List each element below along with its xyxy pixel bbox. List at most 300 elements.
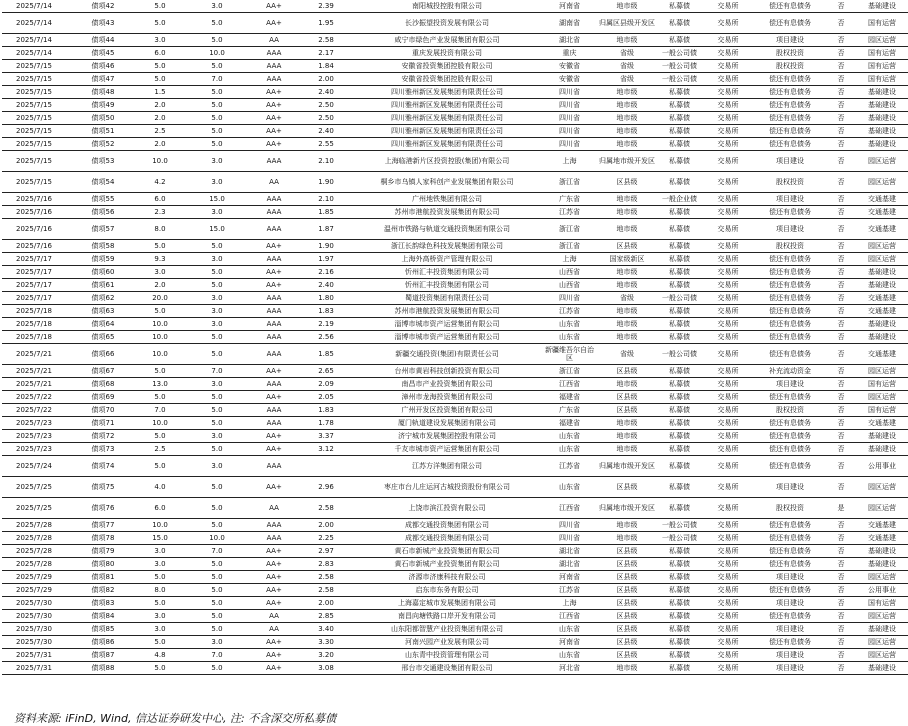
cell-industry: 基础建设 (856, 0, 908, 13)
cell-industry: 交通基建 (856, 532, 908, 545)
cell-bond-name: 债项69 (72, 391, 134, 404)
cell-industry: 基础建设 (856, 662, 908, 675)
cell-fund-use: 偿还有息债务 (754, 13, 826, 34)
cell-flag: 否 (826, 206, 856, 219)
cell-issuer: 广州地铁集团有限公司 (352, 193, 542, 206)
cell-market: 交易所 (702, 279, 754, 292)
cell-bond-name: 债项60 (72, 266, 134, 279)
cell-issue-date: 2025/7/14 (2, 0, 72, 13)
cell-issue-amount: 4.0 (134, 477, 186, 498)
cell-province: 山东省 (542, 623, 597, 636)
cell-bond-type: 私募债 (657, 206, 702, 219)
cell-fund-use: 偿还有息债务 (754, 417, 826, 430)
cell-rating: AA (248, 172, 300, 193)
cell-market: 交易所 (702, 662, 754, 675)
cell-fund-use: 偿还有息债务 (754, 519, 826, 532)
cell-fund-use: 股权投资 (754, 498, 826, 519)
cell-admin-level: 区县级 (597, 172, 657, 193)
cell-issue-amount: 20.0 (134, 292, 186, 305)
cell-bond-name: 债项54 (72, 172, 134, 193)
cell-rating: AA+ (248, 13, 300, 34)
cell-issue-date: 2025/7/15 (2, 86, 72, 99)
cell-flag: 否 (826, 365, 856, 378)
cell-market: 交易所 (702, 344, 754, 365)
cell-issue-date: 2025/7/23 (2, 443, 72, 456)
cell-issue-date: 2025/7/21 (2, 344, 72, 365)
cell-fund-use: 项目建设 (754, 151, 826, 172)
cell-bond-type: 私募债 (657, 318, 702, 331)
cell-province: 福建省 (542, 391, 597, 404)
cell-flag: 否 (826, 477, 856, 498)
cell-admin-level: 地市级 (597, 219, 657, 240)
cell-fund-use: 偿还有息债务 (754, 73, 826, 86)
cell-industry: 园区运营 (856, 151, 908, 172)
cell-term: 3.0 (186, 292, 248, 305)
cell-admin-level: 归属地市级开发区 (597, 151, 657, 172)
cell-bond-name: 债项49 (72, 99, 134, 112)
cell-flag: 否 (826, 73, 856, 86)
cell-coupon-rate: 1.83 (300, 305, 352, 318)
cell-bond-name: 债项57 (72, 219, 134, 240)
cell-market: 交易所 (702, 443, 754, 456)
cell-issuer: 四川雅州新区发展集团有限责任公司 (352, 138, 542, 151)
cell-fund-use: 项目建设 (754, 193, 826, 206)
cell-issue-date: 2025/7/28 (2, 545, 72, 558)
cell-market: 交易所 (702, 266, 754, 279)
cell-term: 7.0 (186, 365, 248, 378)
cell-province: 山西省 (542, 279, 597, 292)
table-row (2, 125, 908, 138)
cell-term: 5.0 (186, 417, 248, 430)
cell-flag: 否 (826, 60, 856, 73)
cell-issuer: 桐乡市乌镇人家科创产业发展集团有限公司 (352, 172, 542, 193)
cell-bond-name: 债项70 (72, 404, 134, 417)
cell-rating: AAA (248, 456, 300, 477)
cell-industry: 基础建设 (856, 443, 908, 456)
cell-coupon-rate: 2.85 (300, 610, 352, 623)
cell-rating: AA+ (248, 545, 300, 558)
cell-term: 5.0 (186, 86, 248, 99)
table-row (2, 331, 908, 344)
cell-rating: AA (248, 610, 300, 623)
cell-term: 3.0 (186, 456, 248, 477)
cell-issue-date: 2025/7/28 (2, 532, 72, 545)
cell-province: 安徽省 (542, 73, 597, 86)
cell-admin-level: 区县级 (597, 391, 657, 404)
cell-industry: 基础建设 (856, 138, 908, 151)
cell-coupon-rate: 1.90 (300, 172, 352, 193)
cell-issuer: 江苏方洋集团有限公司 (352, 456, 542, 477)
cell-issuer: 漳州市龙海投资集团有限公司 (352, 391, 542, 404)
cell-rating: AA+ (248, 584, 300, 597)
table-row (2, 219, 908, 240)
cell-admin-level: 地市级 (597, 99, 657, 112)
cell-term: 5.0 (186, 443, 248, 456)
cell-industry: 园区运营 (856, 649, 908, 662)
cell-issue-amount: 10.0 (134, 519, 186, 532)
cell-issue-amount: 2.0 (134, 138, 186, 151)
cell-issuer: 广州开发区投资集团有限公司 (352, 404, 542, 417)
cell-rating: AA+ (248, 0, 300, 13)
cell-bond-name: 债项43 (72, 13, 134, 34)
cell-rating: AAA (248, 532, 300, 545)
cell-fund-use: 项目建设 (754, 477, 826, 498)
cell-coupon-rate: 2.40 (300, 279, 352, 292)
cell-issuer: 黄石市新城产业投资集团有限公司 (352, 558, 542, 571)
cell-fund-use: 偿还有息债务 (754, 443, 826, 456)
cell-coupon-rate: 2.56 (300, 331, 352, 344)
cell-admin-level: 地市级 (597, 138, 657, 151)
cell-flag: 否 (826, 545, 856, 558)
table-row (2, 73, 908, 86)
cell-coupon-rate: 2.19 (300, 318, 352, 331)
cell-issuer: 成都交通投资集团有限公司 (352, 519, 542, 532)
cell-issue-date: 2025/7/15 (2, 125, 72, 138)
cell-issue-amount: 10.0 (134, 331, 186, 344)
cell-admin-level: 区县级 (597, 610, 657, 623)
cell-issuer: 济宁城市发展集团控股有限公司 (352, 430, 542, 443)
cell-bond-name: 债项86 (72, 636, 134, 649)
cell-issue-amount: 5.0 (134, 305, 186, 318)
cell-admin-level: 地市级 (597, 206, 657, 219)
cell-rating: AA+ (248, 112, 300, 125)
cell-issue-amount: 2.0 (134, 279, 186, 292)
cell-bond-type: 私募债 (657, 279, 702, 292)
table-row (2, 138, 908, 151)
cell-issue-amount: 5.0 (134, 73, 186, 86)
cell-admin-level: 区县级 (597, 477, 657, 498)
cell-rating: AA+ (248, 125, 300, 138)
cell-issue-amount: 8.0 (134, 219, 186, 240)
cell-issuer: 山东青中投资管理有限公司 (352, 649, 542, 662)
cell-province: 湖北省 (542, 34, 597, 47)
cell-term: 5.0 (186, 99, 248, 112)
cell-issue-amount: 5.0 (134, 13, 186, 34)
cell-fund-use: 项目建设 (754, 571, 826, 584)
cell-industry: 园区运营 (856, 391, 908, 404)
cell-market: 交易所 (702, 391, 754, 404)
cell-issue-amount: 3.0 (134, 558, 186, 571)
cell-term: 3.0 (186, 378, 248, 391)
cell-industry: 园区运营 (856, 498, 908, 519)
table-row (2, 112, 908, 125)
cell-issue-amount: 3.0 (134, 266, 186, 279)
cell-term: 7.0 (186, 545, 248, 558)
cell-term: 5.0 (186, 498, 248, 519)
cell-issuer: 台州市黄岩科技创新投资有限公司 (352, 365, 542, 378)
cell-coupon-rate: 3.20 (300, 649, 352, 662)
cell-issue-date: 2025/7/15 (2, 99, 72, 112)
cell-bond-type: 私募债 (657, 331, 702, 344)
cell-issuer: 安徽省投资集团控股有限公司 (352, 60, 542, 73)
cell-province: 浙江省 (542, 219, 597, 240)
cell-admin-level: 区县级 (597, 597, 657, 610)
table-row (2, 404, 908, 417)
cell-rating: AAA (248, 519, 300, 532)
cell-term: 5.0 (186, 13, 248, 34)
cell-term: 3.0 (186, 305, 248, 318)
cell-issue-amount: 5.0 (134, 391, 186, 404)
cell-industry: 园区运营 (856, 253, 908, 266)
cell-industry: 交通基建 (856, 344, 908, 365)
cell-bond-type: 一般公司债 (657, 344, 702, 365)
table-row (2, 571, 908, 584)
cell-issuer: 上海外高桥资产管理有限公司 (352, 253, 542, 266)
cell-industry: 交通基建 (856, 305, 908, 318)
cell-bond-type: 私募债 (657, 151, 702, 172)
cell-bond-type: 私募债 (657, 138, 702, 151)
cell-industry: 基础建设 (856, 318, 908, 331)
cell-industry: 国有运营 (856, 378, 908, 391)
cell-coupon-rate: 2.00 (300, 519, 352, 532)
cell-market: 交易所 (702, 86, 754, 99)
cell-flag: 否 (826, 456, 856, 477)
cell-fund-use: 股权投资 (754, 404, 826, 417)
cell-bond-name: 债项83 (72, 597, 134, 610)
cell-flag: 否 (826, 391, 856, 404)
cell-issue-date: 2025/7/17 (2, 292, 72, 305)
cell-issue-amount: 10.0 (134, 318, 186, 331)
cell-term: 7.0 (186, 649, 248, 662)
cell-bond-type: 一般公司债 (657, 60, 702, 73)
cell-market: 交易所 (702, 60, 754, 73)
cell-bond-name: 债项50 (72, 112, 134, 125)
cell-issue-amount: 5.0 (134, 456, 186, 477)
cell-coupon-rate: 3.08 (300, 662, 352, 675)
cell-issue-date: 2025/7/31 (2, 662, 72, 675)
cell-market: 交易所 (702, 172, 754, 193)
cell-bond-type: 私募债 (657, 86, 702, 99)
cell-coupon-rate: 2.00 (300, 73, 352, 86)
cell-bond-type: 一般公司债 (657, 532, 702, 545)
cell-admin-level: 地市级 (597, 86, 657, 99)
cell-province: 广东省 (542, 404, 597, 417)
table-row (2, 206, 908, 219)
cell-rating: AA+ (248, 391, 300, 404)
cell-issuer: 安徽省投资集团控股有限公司 (352, 73, 542, 86)
table-row (2, 151, 908, 172)
cell-coupon-rate: 2.09 (300, 378, 352, 391)
table-row (2, 378, 908, 391)
cell-flag: 否 (826, 344, 856, 365)
cell-bond-type: 私募债 (657, 477, 702, 498)
cell-province: 浙江省 (542, 172, 597, 193)
cell-issue-amount: 10.0 (134, 417, 186, 430)
cell-coupon-rate: 1.85 (300, 344, 352, 365)
cell-fund-use: 股权投资 (754, 47, 826, 60)
cell-admin-level: 地市级 (597, 34, 657, 47)
cell-flag: 否 (826, 649, 856, 662)
cell-fund-use: 补充流动资金 (754, 365, 826, 378)
cell-rating: AA+ (248, 430, 300, 443)
cell-fund-use: 项目建设 (754, 378, 826, 391)
cell-flag: 否 (826, 279, 856, 292)
table-row (2, 305, 908, 318)
cell-flag: 否 (826, 86, 856, 99)
cell-issue-date: 2025/7/29 (2, 584, 72, 597)
cell-issue-amount: 15.0 (134, 532, 186, 545)
cell-bond-type: 私募债 (657, 112, 702, 125)
cell-industry: 基础建设 (856, 623, 908, 636)
cell-fund-use: 偿还有息债务 (754, 610, 826, 623)
cell-flag: 否 (826, 138, 856, 151)
cell-flag: 否 (826, 47, 856, 60)
cell-province: 福建省 (542, 417, 597, 430)
cell-industry: 交通基建 (856, 519, 908, 532)
cell-term: 5.0 (186, 240, 248, 253)
cell-flag: 否 (826, 193, 856, 206)
cell-industry: 基础建设 (856, 86, 908, 99)
cell-flag: 否 (826, 623, 856, 636)
cell-term: 5.0 (186, 571, 248, 584)
cell-issuer: 忻州汇丰投资集团有限公司 (352, 279, 542, 292)
cell-issue-date: 2025/7/30 (2, 636, 72, 649)
cell-issuer: 启东市东务有限公司 (352, 584, 542, 597)
cell-flag: 否 (826, 610, 856, 623)
cell-coupon-rate: 2.16 (300, 266, 352, 279)
cell-bond-type: 私募债 (657, 597, 702, 610)
cell-issue-date: 2025/7/15 (2, 172, 72, 193)
cell-bond-name: 债项48 (72, 86, 134, 99)
cell-issue-amount: 8.0 (134, 584, 186, 597)
cell-issue-date: 2025/7/14 (2, 47, 72, 60)
cell-issue-date: 2025/7/15 (2, 60, 72, 73)
cell-industry: 园区运营 (856, 240, 908, 253)
cell-province: 山东省 (542, 430, 597, 443)
cell-bond-name: 债项88 (72, 662, 134, 675)
cell-province: 上海 (542, 597, 597, 610)
cell-province: 四川省 (542, 292, 597, 305)
cell-issue-date: 2025/7/23 (2, 417, 72, 430)
cell-admin-level: 地市级 (597, 305, 657, 318)
cell-admin-level: 区县级 (597, 636, 657, 649)
cell-issuer: 新疆交通投资(集团)有限责任公司 (352, 344, 542, 365)
cell-issue-amount: 3.0 (134, 623, 186, 636)
cell-market: 交易所 (702, 206, 754, 219)
cell-rating: AA+ (248, 138, 300, 151)
cell-fund-use: 项目建设 (754, 219, 826, 240)
cell-province: 浙江省 (542, 240, 597, 253)
cell-issue-date: 2025/7/22 (2, 391, 72, 404)
cell-term: 5.0 (186, 391, 248, 404)
cell-industry: 基础建设 (856, 331, 908, 344)
cell-bond-name: 债项71 (72, 417, 134, 430)
cell-market: 交易所 (702, 636, 754, 649)
cell-fund-use: 偿还有息债务 (754, 545, 826, 558)
cell-bond-type: 私募债 (657, 610, 702, 623)
cell-issue-date: 2025/7/25 (2, 498, 72, 519)
cell-issuer: 苏州市港航投资发展集团有限公司 (352, 305, 542, 318)
cell-rating: AA+ (248, 649, 300, 662)
cell-industry: 基础建设 (856, 266, 908, 279)
cell-market: 交易所 (702, 498, 754, 519)
cell-fund-use: 偿还有息债务 (754, 279, 826, 292)
cell-flag: 否 (826, 636, 856, 649)
cell-industry: 基础建设 (856, 430, 908, 443)
cell-province: 四川省 (542, 532, 597, 545)
table-row (2, 318, 908, 331)
cell-issuer: 重庆发展投资有限公司 (352, 47, 542, 60)
cell-industry: 交通基建 (856, 292, 908, 305)
cell-bond-name: 债项77 (72, 519, 134, 532)
table-row (2, 172, 908, 193)
cell-province: 湖北省 (542, 558, 597, 571)
table-row (2, 584, 908, 597)
cell-issuer: 上海临港新片区投资控股(集团)有限公司 (352, 151, 542, 172)
cell-issue-date: 2025/7/15 (2, 73, 72, 86)
cell-industry: 园区运营 (856, 477, 908, 498)
cell-province: 四川省 (542, 125, 597, 138)
cell-bond-type: 私募债 (657, 571, 702, 584)
cell-flag: 否 (826, 558, 856, 571)
cell-issuer: 四川雅州新区发展集团有限责任公司 (352, 125, 542, 138)
cell-bond-type: 私募债 (657, 584, 702, 597)
cell-bond-name: 债项73 (72, 443, 134, 456)
cell-issue-amount: 10.0 (134, 151, 186, 172)
cell-industry: 国有运营 (856, 73, 908, 86)
cell-rating: AAA (248, 206, 300, 219)
cell-province: 上海 (542, 151, 597, 172)
cell-coupon-rate: 2.17 (300, 47, 352, 60)
table-row (2, 13, 908, 34)
cell-fund-use: 偿还有息债务 (754, 112, 826, 125)
cell-issuer: 四川雅州新区发展集团有限责任公司 (352, 86, 542, 99)
cell-industry: 园区运营 (856, 636, 908, 649)
cell-issue-amount: 4.8 (134, 649, 186, 662)
cell-bond-type: 私募债 (657, 404, 702, 417)
cell-term: 3.0 (186, 206, 248, 219)
cell-bond-type: 私募债 (657, 498, 702, 519)
cell-coupon-rate: 2.10 (300, 151, 352, 172)
table-row (2, 266, 908, 279)
cell-coupon-rate: 2.25 (300, 532, 352, 545)
cell-market: 交易所 (702, 571, 754, 584)
cell-flag: 否 (826, 662, 856, 675)
cell-industry: 公用事业 (856, 584, 908, 597)
table-row (2, 519, 908, 532)
table-row (2, 456, 908, 477)
cell-rating: AA (248, 498, 300, 519)
cell-fund-use: 偿还有息债务 (754, 266, 826, 279)
cell-fund-use: 项目建设 (754, 597, 826, 610)
cell-bond-type: 私募债 (657, 391, 702, 404)
cell-industry: 国有运营 (856, 60, 908, 73)
cell-fund-use: 偿还有息债务 (754, 0, 826, 13)
cell-fund-use: 偿还有息债务 (754, 456, 826, 477)
cell-admin-level: 地市级 (597, 0, 657, 13)
cell-rating: AA+ (248, 558, 300, 571)
cell-fund-use: 项目建设 (754, 34, 826, 47)
cell-rating: AA+ (248, 477, 300, 498)
cell-coupon-rate: 2.39 (300, 0, 352, 13)
cell-rating: AA+ (248, 86, 300, 99)
table-row (2, 47, 908, 60)
cell-coupon-rate: 2.58 (300, 584, 352, 597)
table-row (2, 99, 908, 112)
cell-admin-level: 省级 (597, 47, 657, 60)
cell-issue-amount: 5.0 (134, 662, 186, 675)
cell-market: 交易所 (702, 477, 754, 498)
cell-province: 安徽省 (542, 60, 597, 73)
cell-bond-type: 私募债 (657, 545, 702, 558)
cell-term: 5.0 (186, 623, 248, 636)
cell-industry: 园区运营 (856, 34, 908, 47)
table-row (2, 193, 908, 206)
cell-rating: AAA (248, 73, 300, 86)
cell-admin-level: 地市级 (597, 532, 657, 545)
cell-admin-level: 区县级 (597, 240, 657, 253)
cell-fund-use: 偿还有息债务 (754, 125, 826, 138)
